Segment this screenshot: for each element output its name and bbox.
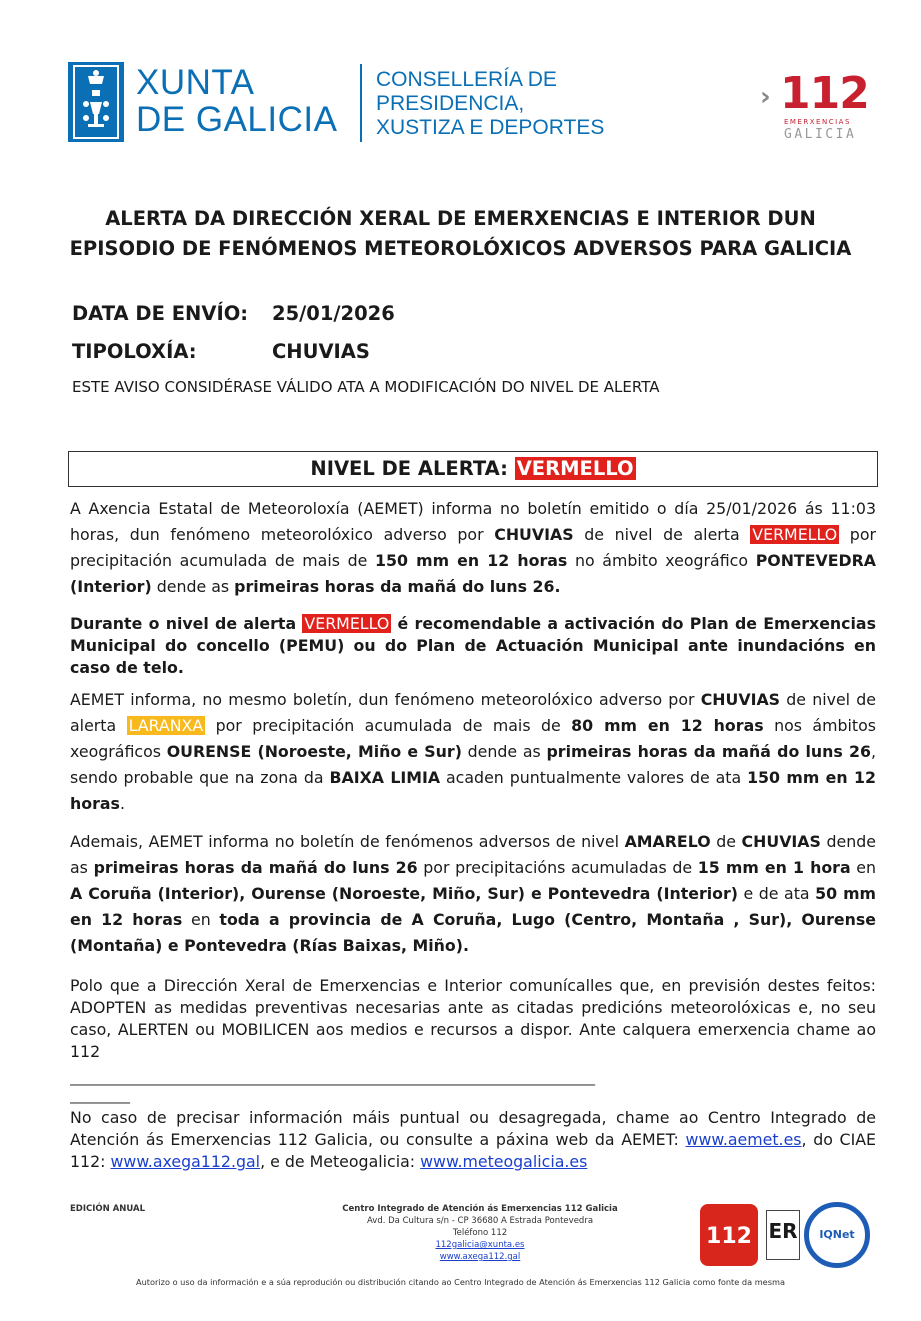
footer-contact: Centro Integrado de Atención ás Emerxencias 112 Galicia Avd. Da Cultura s/n - CP 36680 A Estrada Pontevedra Teléfono 112 112galicia@xunta.es www.axega112.gal <box>330 1203 630 1263</box>
header-divider <box>360 64 362 142</box>
quality-112-badge-icon: 112 <box>700 1204 758 1266</box>
paragraph-aemet-yellow: Ademais, AEMET informa no boletín de fenómenos adversos de nivel AMARELO de CHUVIAS dende as primeiras horas da mañá do luns 26 por precipitacións acumuladas de 15 mm en 1 hora en A Coruña (Interior), Ourense (Noroeste, Miño, Sur) e Pontevedra (Interior) e de ata 50 mm en 12 horas en toda a provincia de A Coruña, Lugo (Centro, Montaña , Sur), Ourense (Montaña) e Pontevedra (Rías Baixas, Miño). <box>70 832 877 955</box>
paragraph-recommendations: Polo que a Dirección Xeral de Emerxencias e Interior comunícalles que, en previsión destes feitos: ADOPTEN as medidas preventivas necesarias ante as citadas predicións meteorolóxicas e, no seu caso, ALERTEN ou MOBILICEN aos medios e recursos a dispor. Ante calquera emerxencia chame ao 112 <box>70 976 876 1061</box>
alert-level-badge: VERMELLO <box>516 457 634 480</box>
paragraph-pemu-recommendation: Durante o nivel de alerta VERMELLO é recomendable a activación do Plan de Emerxencias Municipal do concello (PEMU) ou do Plan de Actuación Municipal ante inundacións en caso de telo. <box>70 614 876 677</box>
edition-label: EDICIÓN ANUAL <box>70 1204 146 1214</box>
er-certification-icon: ER <box>766 1210 800 1260</box>
footer-web-link[interactable]: www.axega112.gal <box>439 1252 521 1262</box>
consellaria-name: CONSELLERÍA DE PRESIDENCIA, XUSTIZA E DEPORTES <box>376 68 605 139</box>
certification-badges <box>700 1200 880 1270</box>
meteogalicia-link[interactable]: www.meteogalicia.es <box>420 1152 588 1171</box>
xunta-wordmark: XUNTA DE GALICIA <box>136 63 338 139</box>
aemet-link[interactable]: www.aemet.es <box>685 1130 802 1149</box>
axega112-link[interactable]: www.axega112.gal <box>110 1152 261 1171</box>
document-title: ALERTA DA DIRECCIÓN XERAL DE EMERXENCIAS E INTERIOR DUN EPISODIO DE FENÓMENOS METEOROLÓXICOS ADVERSOS PARA GALICIA <box>69 207 852 260</box>
footer-email-link[interactable]: 112galicia@xunta.es <box>435 1240 525 1250</box>
paragraph-aemet-red: A Axencia Estatal de Meteoroloxía (AEMET) informa no boletín emitido o día 25/01/2026 ás 11:03 horas, dun fenómeno meteorolóxico adverso por CHUVIAS de nivel de alerta VERMELLO por precipitación acumulada de mais de 150 mm en 12 horas no ámbito xeográfico PONTEVEDRA (Interior) dende as primeiras horas da mañá do luns 26. <box>70 499 876 596</box>
send-date-row: DATA DE ENVÍO: 25/01/2026 <box>72 302 395 325</box>
emergencias-112-logo: › 112 EMERXENCIAS GALICIA <box>760 68 869 142</box>
separator-line-end: ________ <box>70 1086 130 1104</box>
letterhead <box>68 62 868 152</box>
separator-line: ______________________________________________________________________ <box>70 1068 595 1086</box>
paragraph-aemet-orange: AEMET informa, no mesmo boletín, dun fenómeno meteorolóxico adverso por CHUVIAS de nivel de alerta LARANXA por precipitación acumulada de mais de 80 mm en 12 horas nos ámbitos xeográficos OURENSE (Noroeste, Miño e Sur) dende as primeiras horas da mañá do luns 26, sendo probable que na zona da BAIXA LIMIA acaden puntualmente valores de ata 150 mm en 12 horas. <box>70 690 876 813</box>
paragraph-contact-info: No caso de precisar información máis puntual ou desagregada, chame ao Centro Integrado de Atención ás Emerxencias 112 Galicia, ou consulte a páxina web da AEMET: www.aemet.es, do CIAE 112: www.axega112.gal, e de Meteogalicia: www.meteogalicia.es <box>70 1108 877 1171</box>
validity-note: ESTE AVISO CONSIDÉRASE VÁLIDO ATA A MODIFICACIÓN DO NIVEL DE ALERTA <box>72 378 660 396</box>
typology-row: TIPOLOXÍA: CHUVIAS <box>72 340 370 363</box>
usage-authorization-note: Autorizo o uso da información e a súa reprodución ou distribución citando ao Centro Integrado de Atención ás Emerxencias 112 Galicia como fonte da mesma <box>136 1277 785 1287</box>
alert-level-box: NIVEL DE ALERTA: VERMELLO <box>68 451 878 487</box>
xunta-coat-of-arms-icon <box>68 62 124 142</box>
iqnet-certification-icon: IQNet <box>804 1202 870 1268</box>
chevron-right-icon: › <box>760 82 771 112</box>
